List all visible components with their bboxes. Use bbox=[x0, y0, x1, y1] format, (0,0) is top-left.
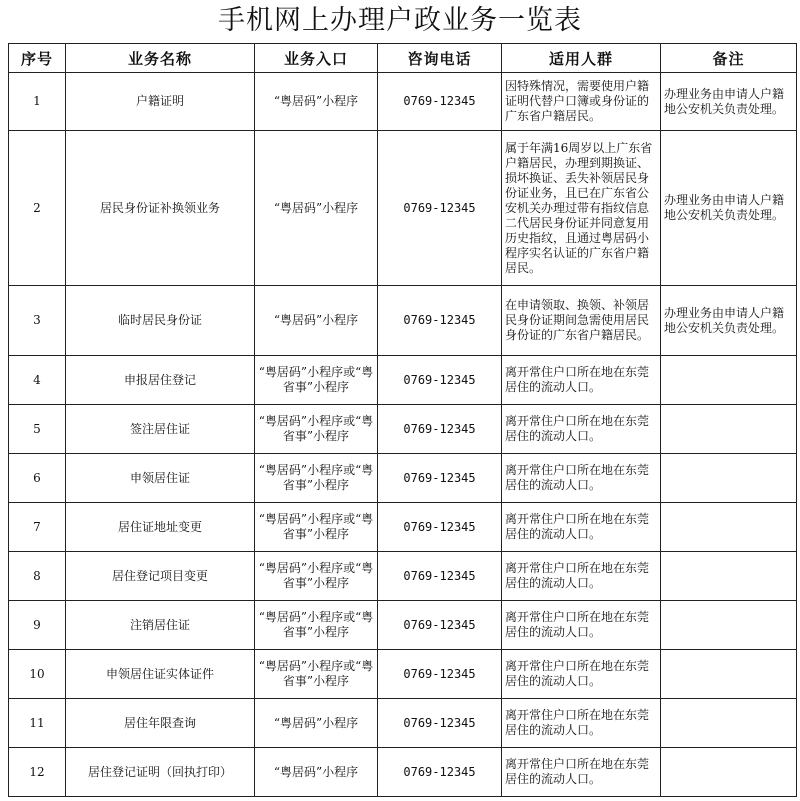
cell-note bbox=[661, 748, 797, 797]
cell-no: 5 bbox=[9, 405, 66, 454]
table-row bbox=[9, 405, 797, 454]
cell-note bbox=[661, 601, 797, 650]
cell-name: 申领居住证实体证件 bbox=[66, 650, 255, 699]
table-row bbox=[9, 286, 797, 356]
table-row bbox=[9, 601, 797, 650]
cell-no: 2 bbox=[9, 131, 66, 286]
cell-name: 申报居住登记 bbox=[66, 356, 255, 405]
table-row bbox=[9, 73, 797, 131]
cell-target: 离开常住户口所在地在东莞居住的流动人口。 bbox=[502, 454, 661, 503]
cell-note bbox=[661, 356, 797, 405]
table-header-row bbox=[9, 44, 797, 73]
table-row bbox=[9, 131, 797, 286]
cell-phone: 0769-12345 bbox=[378, 503, 502, 552]
cell-note bbox=[661, 552, 797, 601]
cell-note: 办理业务由申请人户籍地公安机关负责处理。 bbox=[661, 73, 797, 131]
cell-no: 6 bbox=[9, 454, 66, 503]
header-entry: 业务入口 bbox=[255, 44, 378, 73]
cell-name: 临时居民身份证 bbox=[66, 286, 255, 356]
services-table bbox=[8, 43, 797, 797]
table-row bbox=[9, 552, 797, 601]
cell-note bbox=[661, 699, 797, 748]
cell-target: 离开常住户口所在地在东莞居住的流动人口。 bbox=[502, 356, 661, 405]
cell-target: 因特殊情况，需要使用户籍证明代替户口簿或身份证的广东省户籍居民。 bbox=[502, 73, 661, 131]
cell-entry: “粤居码”小程序或“粤省事”小程序 bbox=[255, 405, 378, 454]
cell-name: 居住证地址变更 bbox=[66, 503, 255, 552]
header-phone: 咨询电话 bbox=[378, 44, 502, 73]
cell-no: 12 bbox=[9, 748, 66, 797]
cell-entry: “粤居码”小程序或“粤省事”小程序 bbox=[255, 601, 378, 650]
cell-name: 居住登记证明（回执打印） bbox=[66, 748, 255, 797]
cell-phone: 0769-12345 bbox=[378, 699, 502, 748]
cell-name: 居住登记项目变更 bbox=[66, 552, 255, 601]
cell-entry: “粤居码”小程序或“粤省事”小程序 bbox=[255, 503, 378, 552]
cell-name: 注销居住证 bbox=[66, 601, 255, 650]
cell-no: 4 bbox=[9, 356, 66, 405]
cell-no: 9 bbox=[9, 601, 66, 650]
cell-entry: “粤居码”小程序 bbox=[255, 131, 378, 286]
header-target: 适用人群 bbox=[502, 44, 661, 73]
cell-target: 离开常住户口所在地在东莞居住的流动人口。 bbox=[502, 650, 661, 699]
cell-phone: 0769-12345 bbox=[378, 131, 502, 286]
table-row bbox=[9, 356, 797, 405]
cell-phone: 0769-12345 bbox=[378, 552, 502, 601]
cell-entry: “粤居码”小程序或“粤省事”小程序 bbox=[255, 356, 378, 405]
cell-note bbox=[661, 503, 797, 552]
cell-phone: 0769-12345 bbox=[378, 454, 502, 503]
header-name: 业务名称 bbox=[66, 44, 255, 73]
cell-entry: “粤居码”小程序 bbox=[255, 73, 378, 131]
cell-name: 居住年限查询 bbox=[66, 699, 255, 748]
cell-no: 8 bbox=[9, 552, 66, 601]
cell-phone: 0769-12345 bbox=[378, 286, 502, 356]
cell-entry: “粤居码”小程序或“粤省事”小程序 bbox=[255, 454, 378, 503]
cell-entry: “粤居码”小程序 bbox=[255, 699, 378, 748]
cell-no: 7 bbox=[9, 503, 66, 552]
table-row bbox=[9, 454, 797, 503]
cell-phone: 0769-12345 bbox=[378, 748, 502, 797]
header-note: 备注 bbox=[661, 44, 797, 73]
cell-name: 居民身份证补换领业务 bbox=[66, 131, 255, 286]
cell-phone: 0769-12345 bbox=[378, 405, 502, 454]
cell-note bbox=[661, 650, 797, 699]
cell-target: 离开常住户口所在地在东莞居住的流动人口。 bbox=[502, 503, 661, 552]
table-row bbox=[9, 699, 797, 748]
cell-no: 1 bbox=[9, 73, 66, 131]
cell-name: 签注居住证 bbox=[66, 405, 255, 454]
cell-phone: 0769-12345 bbox=[378, 650, 502, 699]
header-no: 序号 bbox=[9, 44, 66, 73]
cell-phone: 0769-12345 bbox=[378, 601, 502, 650]
cell-note bbox=[661, 454, 797, 503]
cell-target: 离开常住户口所在地在东莞居住的流动人口。 bbox=[502, 601, 661, 650]
cell-entry: “粤居码”小程序 bbox=[255, 286, 378, 356]
cell-note: 办理业务由申请人户籍地公安机关负责处理。 bbox=[661, 286, 797, 356]
cell-entry: “粤居码”小程序 bbox=[255, 748, 378, 797]
table-row bbox=[9, 503, 797, 552]
cell-target: 离开常住户口所在地在东莞居住的流动人口。 bbox=[502, 405, 661, 454]
table-row bbox=[9, 650, 797, 699]
cell-phone: 0769-12345 bbox=[378, 73, 502, 131]
document-title: 手机网上办理户政业务一览表 bbox=[218, 5, 582, 36]
cell-entry: “粤居码”小程序或“粤省事”小程序 bbox=[255, 552, 378, 601]
cell-target: 属于年满16周岁以上广东省户籍居民，办理到期换证、损坏换证、丢失补领居民身份证业务，且已在广东省公安机关办理过带有指纹信息二代居民身份证并同意复用历史指纹，且通过粤居码小程序实名认证的广东省户籍居民。 bbox=[502, 131, 661, 286]
cell-no: 3 bbox=[9, 286, 66, 356]
cell-name: 申领居住证 bbox=[66, 454, 255, 503]
cell-target: 在申请领取、换领、补领居民身份证期间急需使用居民身份证的广东省户籍居民。 bbox=[502, 286, 661, 356]
cell-entry: “粤居码”小程序或“粤省事”小程序 bbox=[255, 650, 378, 699]
cell-note: 办理业务由申请人户籍地公安机关负责处理。 bbox=[661, 131, 797, 286]
cell-note bbox=[661, 405, 797, 454]
cell-no: 10 bbox=[9, 650, 66, 699]
cell-target: 离开常住户口所在地在东莞居住的流动人口。 bbox=[502, 748, 661, 797]
table-row bbox=[9, 748, 797, 797]
cell-name: 户籍证明 bbox=[66, 73, 255, 131]
cell-phone: 0769-12345 bbox=[378, 356, 502, 405]
cell-target: 离开常住户口所在地在东莞居住的流动人口。 bbox=[502, 699, 661, 748]
cell-no: 11 bbox=[9, 699, 66, 748]
cell-target: 离开常住户口所在地在东莞居住的流动人口。 bbox=[502, 552, 661, 601]
